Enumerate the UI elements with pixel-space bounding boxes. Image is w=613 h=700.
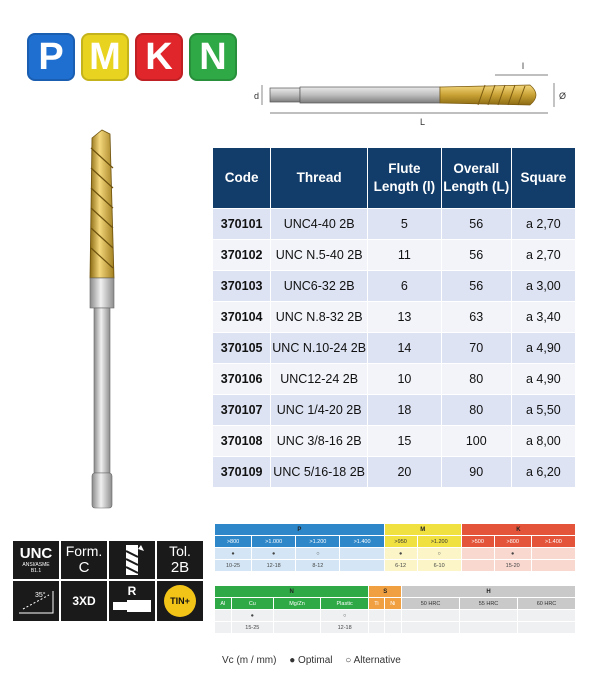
col-header-code: Code [213, 148, 271, 209]
tap-shank [300, 87, 440, 103]
square-cell: a 2,70 [511, 240, 575, 271]
square-cell: a 3,40 [511, 302, 575, 333]
overall-length-cell: 100 [441, 426, 511, 457]
unc-icon: UNC ANSI/ASME B1.1 [13, 541, 59, 579]
speed-legend [222, 655, 401, 666]
tap-spec-table [212, 147, 576, 488]
mat-header-cell: >1.400 [340, 536, 384, 548]
badge-k: K [135, 33, 183, 81]
badge-n: N [189, 33, 237, 81]
mat-symbol-cell [460, 610, 518, 622]
mat-value-cell: 6-12 [384, 560, 417, 572]
tap-product-image [80, 128, 130, 513]
alternative-label: Alternative [353, 655, 401, 666]
overall-length-cell: 56 [441, 271, 511, 302]
table-row [213, 426, 576, 457]
mat-header-cell: Mg/Zn [274, 598, 321, 610]
code-cell: 370101 [213, 209, 271, 240]
square-cell: a 8,00 [511, 426, 575, 457]
mat-header-cell: Ti [369, 598, 384, 610]
mat-header-cell: Cu [231, 598, 274, 610]
mat-value-cell [274, 622, 321, 634]
mat-value-cell: 15-20 [494, 560, 531, 572]
mat-header-cell: Al [215, 598, 232, 610]
square-cell: a 4,90 [511, 364, 575, 395]
mat-value-cell [340, 560, 384, 572]
material-table-top [214, 523, 576, 572]
mat-value-cell: 6-10 [417, 560, 461, 572]
mat-value-cell [517, 622, 575, 634]
mat-symbol-cell [461, 548, 494, 560]
flute-length-cell: 5 [368, 209, 442, 240]
thread-cell: UNC 3/8-16 2B [271, 426, 368, 457]
mat-symbol-cell: ○ [320, 610, 369, 622]
thread-cell: UNC 5/16-18 2B [271, 457, 368, 488]
table-row [213, 364, 576, 395]
mat-value-cell: 8-12 [296, 560, 340, 572]
thread-cell: UNC N.10-24 2B [271, 333, 368, 364]
material-table-bottom [214, 585, 576, 634]
mat-header-cell: >800 [494, 536, 531, 548]
table-row [213, 333, 576, 364]
overall-length-cell: 56 [441, 240, 511, 271]
thread-cell: UNC N.5-40 2B [271, 240, 368, 271]
mat-symbol-cell [517, 610, 575, 622]
mat-value-cell [402, 622, 460, 634]
code-cell: 370104 [213, 302, 271, 333]
mat-value-cell [460, 622, 518, 634]
mat-symbol-cell: ● [215, 548, 252, 560]
mat-symbol-cell [369, 610, 384, 622]
code-cell: 370109 [213, 457, 271, 488]
col-header-flute-length: Flute Length (l) [368, 148, 442, 209]
mat-header-cell: 60 HRC [517, 598, 575, 610]
col-header-square: Square [511, 148, 575, 209]
thread-cell: UNC N.8-32 2B [271, 302, 368, 333]
square-cell: a 2,70 [511, 209, 575, 240]
code-cell: 370103 [213, 271, 271, 302]
mat-header-cell: 55 HRC [460, 598, 518, 610]
code-cell: 370102 [213, 240, 271, 271]
overall-length-cell: 80 [441, 364, 511, 395]
mat-symbol-cell [531, 548, 575, 560]
overall-length-cell: 70 [441, 333, 511, 364]
table-row [213, 457, 576, 488]
mat-header-cell: >1.200 [417, 536, 461, 548]
mat-symbol-cell [215, 610, 232, 622]
mat-value-cell: 10-25 [215, 560, 252, 572]
mat-value-cell: 12-18 [252, 560, 296, 572]
thread-cell: UNC 1/4-20 2B [271, 395, 368, 426]
vc-label: Vc (m / mm) [222, 655, 277, 666]
mat-symbol-cell [274, 610, 321, 622]
mat-symbol-cell [402, 610, 460, 622]
table-row [213, 302, 576, 333]
group-k: K [461, 524, 575, 536]
optimal-label: Optimal [298, 655, 333, 666]
overall-length-cell: 56 [441, 209, 511, 240]
optimal-dot-icon: ● [289, 655, 296, 666]
svg-text:35°: 35° [35, 592, 46, 599]
square-cell: a 6,20 [511, 457, 575, 488]
flute-length-cell: 6 [368, 271, 442, 302]
l-label: l [522, 61, 524, 71]
group-n: N [215, 586, 369, 598]
coating-icon: TIN+ [157, 581, 203, 621]
flute-length-cell: 18 [368, 395, 442, 426]
mat-header-cell: >1.200 [296, 536, 340, 548]
mat-header-cell: Plastic [320, 598, 369, 610]
alternative-dot-icon: ○ [345, 655, 352, 666]
mat-symbol-cell: ● [252, 548, 296, 560]
mat-symbol-cell: ○ [417, 548, 461, 560]
badge-p: P [27, 33, 75, 81]
flute-length-cell: 13 [368, 302, 442, 333]
table-row [213, 209, 576, 240]
overall-length-cell: 63 [441, 302, 511, 333]
flute-length-cell: 10 [368, 364, 442, 395]
tolerance-icon: Tol. 2B [157, 541, 203, 579]
mat-header-cell: >500 [461, 536, 494, 548]
flute-length-cell: 15 [368, 426, 442, 457]
code-cell: 370107 [213, 395, 271, 426]
form-icon: Form. C [61, 541, 107, 579]
square-cell: a 4,90 [511, 333, 575, 364]
overall-length-cell: 80 [441, 395, 511, 426]
tap-square-end [270, 88, 300, 102]
diameter-label: Ø [559, 91, 567, 101]
mat-symbol-cell [384, 610, 401, 622]
mat-value-cell [531, 560, 575, 572]
square-cell: a 5,50 [511, 395, 575, 426]
badge-m: M [81, 33, 129, 81]
code-cell: 370105 [213, 333, 271, 364]
angle-icon [13, 581, 59, 621]
square-cell: a 3,00 [511, 271, 575, 302]
d-label: d [254, 91, 260, 101]
mat-value-cell: 12-18 [320, 622, 369, 634]
mat-symbol-cell: ● [231, 610, 274, 622]
depth-3xd-icon: 3XD [61, 581, 107, 621]
mat-symbol-cell: ● [384, 548, 417, 560]
mat-symbol-cell: ● [494, 548, 531, 560]
col-header-thread: Thread [271, 148, 368, 209]
mat-value-cell [369, 622, 384, 634]
thread-cell: UNC4-40 2B [271, 209, 368, 240]
thread-cell: UNC6-32 2B [271, 271, 368, 302]
table-row [213, 271, 576, 302]
mat-value-cell [215, 622, 232, 634]
thread-cell: UNC12-24 2B [271, 364, 368, 395]
mat-symbol-cell: ○ [296, 548, 340, 560]
group-s: S [369, 586, 402, 598]
mat-value-cell [384, 622, 401, 634]
mat-header-cell: >1.000 [252, 536, 296, 548]
tap-dimension-drawing [250, 55, 580, 135]
group-h: H [402, 586, 576, 598]
flute-length-cell: 11 [368, 240, 442, 271]
table-row [213, 395, 576, 426]
mat-value-cell: 15-25 [231, 622, 274, 634]
overall-length-cell: 90 [441, 457, 511, 488]
mat-header-cell: Ni [384, 598, 401, 610]
mat-header-cell: >1.400 [531, 536, 575, 548]
mat-value-cell [461, 560, 494, 572]
L-label: L [420, 117, 426, 127]
mat-symbol-cell [340, 548, 384, 560]
mat-header-cell: 50 HRC [402, 598, 460, 610]
group-m: M [384, 524, 461, 536]
mat-header-cell: >950 [384, 536, 417, 548]
table-row [213, 240, 576, 271]
table-header-row [213, 148, 576, 209]
spiral-flute-icon [109, 541, 155, 579]
code-cell: 370108 [213, 426, 271, 457]
flute-length-cell: 20 [368, 457, 442, 488]
shank-icon: R [109, 581, 155, 621]
code-cell: 370106 [213, 364, 271, 395]
col-header-overall-length: Overall Length (L) [441, 148, 511, 209]
group-p: P [215, 524, 385, 536]
mat-header-cell: >800 [215, 536, 252, 548]
flute-length-cell: 14 [368, 333, 442, 364]
